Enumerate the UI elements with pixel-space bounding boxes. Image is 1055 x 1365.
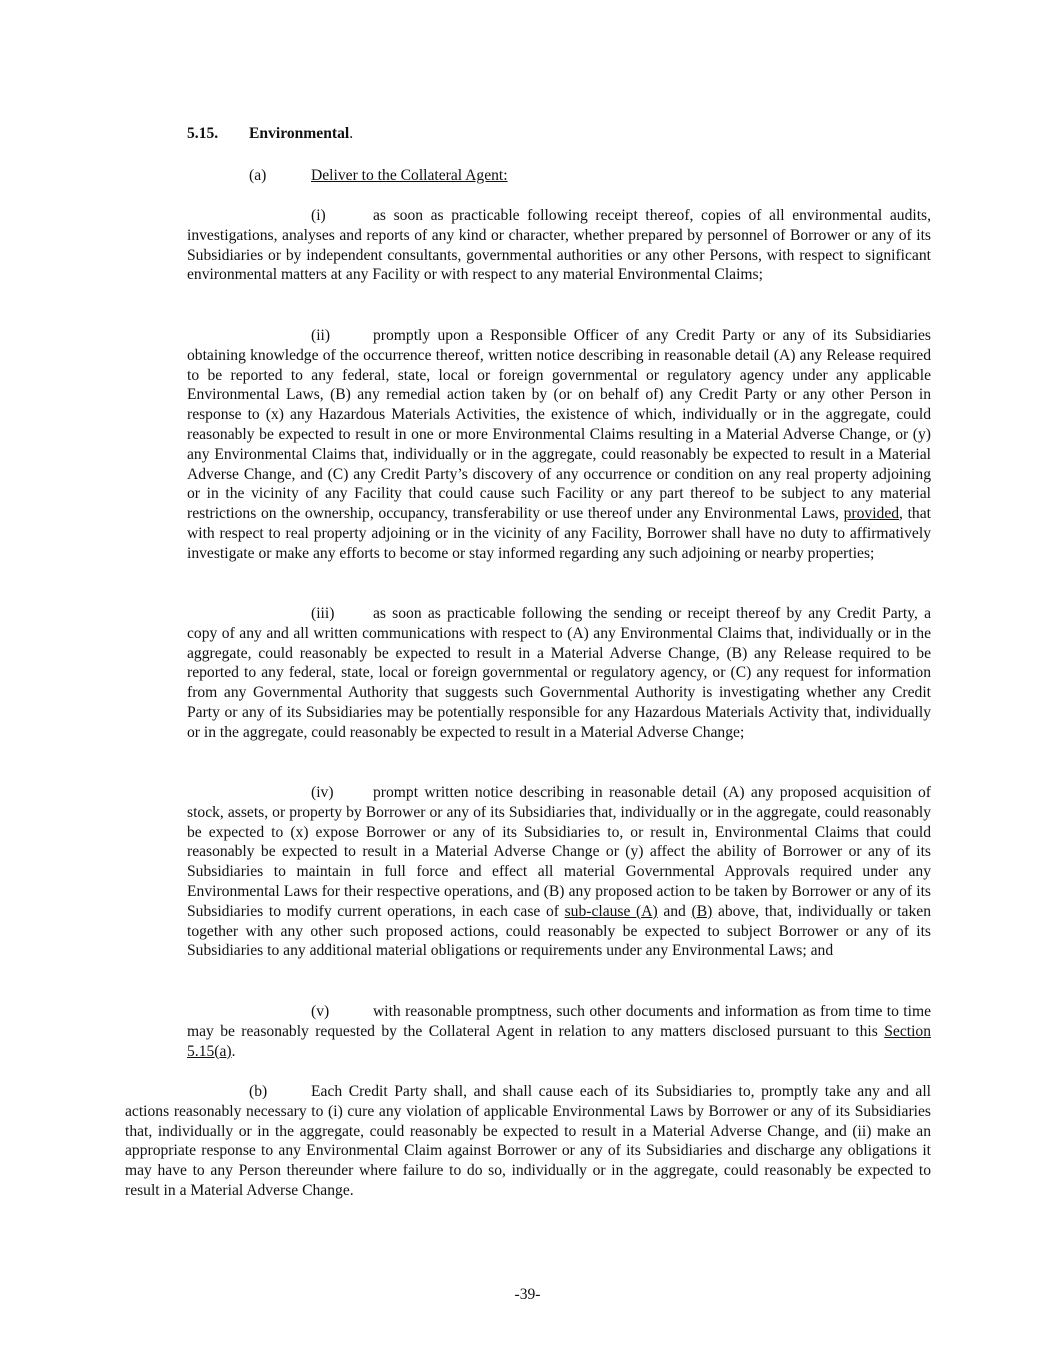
subsection-b-text: Each Credit Party shall, and shall cause each of its Subsidiaries to, promptly take any and all actions reasonably necessary to (i) cure any violation of applicable Environmental Laws by Borrower or any of its Subsidiaries that, individually or in the aggregate, could reasonably be expected to result in a Material Adverse Change, and (ii) make an appropriate response to any Environmental Claim against Borrower or any of its Subsidiaries and discharge any obligations it may have to any Person thereunder where failure to do so, individually or in the aggregate, could reasonably be expected to result in a Material Adverse Change.	[125, 1083, 931, 1199]
item-iv-paragraph	[187, 783, 931, 961]
item-iv-text-after: above, that, individually or taken together with any other such proposed actions, could reasonably be expected to subject Borrower or any of its Subsidiaries to any additional material obligations or requirements under any Environmental Laws; and	[187, 902, 931, 960]
subsection-b-label: (b)	[249, 1083, 268, 1100]
item-ii-provided: provided	[843, 505, 900, 523]
item-i-text: as soon as practicable following receipt thereof, copies of all environmental audits, investigations, analyses and reports of any kind or character, whether prepared by personnel of Borrower or any of its Subsidiaries or by independent consultants, governmental authorities or any other Persons, with respect to significant environmental matters at any Facility or with respect to any material Environmental Claims;	[187, 207, 931, 284]
item-iii-label: (iii)	[311, 605, 335, 622]
item-iv-text-before: prompt written notice describing in reasonable detail (A) any proposed acquisition of stock, assets, or property by Borrower or any of its Subsidiaries that, individually or in the aggregate, could reasonably be expected to (x) expose Borrower or any of its Subsidiaries to, or result in, Environmental Claims that could reasonably be expected to result in a Material Adverse Change or (y) affect the ability of Borrower or any of its Subsidiaries to maintain in full force and effect all material Governmental Approvals required under any Environmental Laws for their respective operations, and (B) any proposed action to be taken by Borrower or any of its Subsidiaries to modify current operations, in each case of	[187, 784, 931, 920]
item-v-section-ref: Section 5.15(a)	[187, 1022, 931, 1060]
subsection-a-label: (a)	[249, 167, 267, 184]
item-iii-paragraph	[187, 604, 931, 743]
item-ii-paragraph	[187, 326, 931, 564]
item-v-paragraph	[187, 1002, 931, 1061]
page-number: -39-	[514, 1286, 541, 1303]
subsection-b-paragraph	[125, 1082, 931, 1201]
item-iv-subclause-a: sub-clause (A)	[564, 902, 658, 920]
section-heading	[187, 124, 353, 144]
item-iv-text-middle: and	[663, 902, 686, 920]
item-iv-subclause-b: (B)	[691, 902, 713, 920]
item-v-label: (v)	[311, 1003, 330, 1020]
item-i-label: (i)	[311, 207, 326, 224]
item-ii-text-after: , that with respect to real property adjoining or in the vicinity of any Facility, Borrower shall have no duty to affirmatively investigate or make any efforts to become or stay informed regarding any such adjoining or nearby properties;	[187, 505, 931, 562]
item-ii-label: (ii)	[311, 327, 331, 344]
item-i-paragraph	[187, 206, 931, 285]
subsection-a-heading	[249, 166, 508, 186]
item-v-text-before: with reasonable promptness, such other documents and information as from time to time may be reasonably requested by the Collateral Agent in relation to any matters disclosed pursuant to this	[187, 1003, 931, 1040]
subsection-a-title: Deliver to the Collateral Agent:	[311, 167, 508, 184]
item-iv-label: (iv)	[311, 784, 334, 801]
item-v-text-after: .	[231, 1042, 236, 1060]
section-title-period: .	[349, 125, 354, 142]
section-number: 5.15.	[187, 125, 219, 142]
item-ii-text-before: promptly upon a Responsible Officer of any Credit Party or any of its Subsidiaries obtaining knowledge of the occurrence thereof, written notice describing in reasonable detail (A) any Release required to be reported to any federal, state, local or foreign governmental or regulatory agency under any applicable Environmental Laws, (B) any remedial action taken by (or on behalf of) any Credit Party or any other Person in response to (x) any Hazardous Materials Activities, the existence of which, individually or in the aggregate, could reasonably be expected to result in one or more Environmental Claims resulting in a Material Adverse Change, or (y) any Environmental Claims that, individually or in the aggregate, could reasonably be expected to result in a Material Adverse Change, and (C) any Credit Party’s discovery of any occurrence or condition on any real property adjoining or in the vicinity of any Facility that could cause such Facility or any part thereof to be subject to any material restrictions on the ownership, occupancy, transferability or use thereof under any Environmental Laws,	[187, 327, 931, 523]
item-iii-text: as soon as practicable following the sending or receipt thereof by any Credit Party, a copy of any and all written communications with respect to (A) any Environmental Claims that, individually or in the aggregate, could reasonably be expected to result in a Material Adverse Change, (B) any Release required to be reported to any federal, state, local or foreign governmental or regulatory agency, or (C) any request for information from any Governmental Authority that suggests such Governmental Authority is investigating whether any Credit Party or any of its Subsidiaries may be potentially responsible for any Hazardous Materials Activity that, individually or in the aggregate, could reasonably be expected to result in a Material Adverse Change;	[187, 605, 931, 741]
section-title: Environmental	[249, 125, 350, 142]
